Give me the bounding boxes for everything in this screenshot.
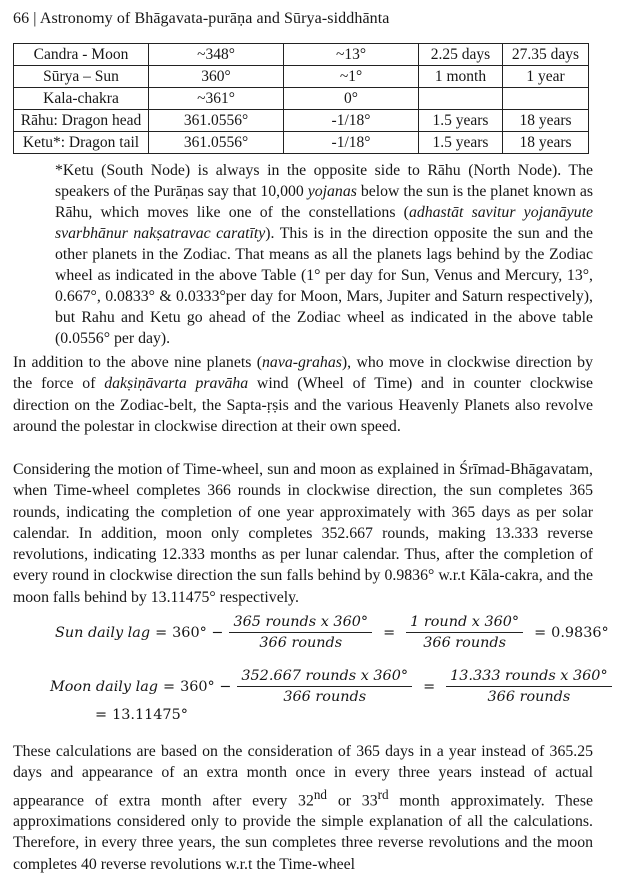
table-cell [503, 88, 589, 110]
table-cell: 2.25 days [419, 44, 503, 66]
table-cell: 0° [284, 88, 419, 110]
table-row [14, 132, 589, 154]
equation-base: 360° − [180, 678, 232, 695]
table-cell: 27.35 days [503, 44, 589, 66]
table-cell: 1.5 years [419, 110, 503, 132]
table-cell: -1/18° [284, 110, 419, 132]
note-italic: yojanas [307, 183, 357, 200]
equals-sign: = [95, 707, 108, 723]
table-cell: 360° [149, 66, 284, 88]
superscript: nd [313, 786, 327, 802]
note-text: below the sun is the planet known as Rāhu, which moves like one of the constellations ( [55, 183, 593, 221]
equation-moon-result [90, 707, 188, 723]
table-cell: Ketu*: Dragon tail [14, 132, 149, 154]
fraction [406, 614, 523, 651]
table-cell: Rāhu: Dragon head [14, 110, 149, 132]
para-text: ), who move in clockwise direction by the force of [13, 354, 593, 393]
table-cell: 18 years [503, 110, 589, 132]
equals-sign: = [423, 678, 436, 695]
numerator: 13.333 rounds x 360° [446, 668, 612, 687]
denominator: 366 rounds [487, 689, 571, 705]
table-row [14, 110, 589, 132]
equals-sign: = [155, 624, 168, 641]
para-italic: nava-grahas [262, 354, 342, 371]
equation-moon-daily-lag [50, 668, 618, 705]
paragraph-time-wheel: Considering the motion of Time-wheel, sun and moon as explained in Śrīmad-Bhāgavatam, when Time-wheel completes 366 rounds in clockwise direction, the sun completes 365 rounds, indicating the completion of one year approximately with 365 days as per solar calendar. In addition, moon only completes 352.667 rounds, making 13.333 reverse revolutions, indicating 12.333 months as per lunar calendar. Thus, after the completion of every round in clockwise direction the sun falls behind by 0.9836° w.r.t Kāla-cakra, and the moon falls behind by 13.11475° respectively. [13, 461, 593, 606]
table-cell: ~361° [149, 88, 284, 110]
equation-result: 13.11475° [112, 707, 188, 723]
para-italic: dakṣiṇāvarta pravāha [104, 375, 249, 393]
equation-sun-daily-lag [55, 614, 609, 651]
fraction [229, 614, 372, 651]
fraction [237, 668, 412, 705]
table-row [14, 44, 589, 66]
equals-sign: = [163, 678, 176, 695]
equals-sign: = [534, 624, 547, 641]
table-cell: 1 month [419, 66, 503, 88]
denominator: 366 rounds [259, 635, 343, 651]
table-cell [419, 88, 503, 110]
table-cell: ~348° [149, 44, 284, 66]
ketu-footnote [55, 160, 593, 349]
para-text: or 33 [327, 791, 378, 809]
paragraph-nava-grahas [13, 352, 593, 437]
denominator: 366 rounds [283, 689, 367, 705]
paragraph-approximations [13, 741, 593, 875]
denominator: 366 rounds [423, 635, 506, 651]
equals-sign: = [383, 624, 396, 641]
equation-result: 0.9836° [551, 624, 609, 641]
page-header: 66 | Astronomy of Bhāgavata-purāṇa and Sūrya-siddhānta [13, 10, 390, 27]
para-text: month approximately. These approximations considered only to provide the simple explanation of all the calculations. Therefore, in every three years, the sun completes three reverse revolutions and the moon completes 40 reverse revolutions w.r.t the Time-wheel [13, 791, 593, 873]
para-text: In addition to the above nine planets ( [13, 354, 263, 371]
table-cell: ~1° [284, 66, 419, 88]
numerator: 365 rounds x 360° [229, 614, 372, 633]
note-text: ). This is in the direction opposite the sun and the other planets in the Zodiac. That means as all the planets lags behind by the Zodiac wheel as indicated in the above Table (1° per day for Sun, Venus and Mercury, 13°, 0.667°, 0.0833° & 0.0333°per day for Moon, Mars, Jupiter and Saturn respectively), but Rahu and Ketu go ahead of the Zodiac wheel as indicated in the above table (0.0556° per day). [55, 225, 593, 347]
note-text: *Ketu (South Node) is always in the opposite side to Rāhu (North Node). The speakers of the Purāṇas say that 10,000 [55, 162, 593, 200]
equation-base: 360° − [172, 624, 224, 641]
para-text: wind (Wheel of Time) and in counter clockwise direction on the Zodiac-belt, the Sapta-ṛṣis and the various Heavenly Planets also revolve around the polestar in clockwise direction at their own speed. [13, 375, 593, 435]
note-italic: adhastāt savitur yojanāyute svarbhānur nakṣatravac caratīty [55, 204, 593, 242]
table-row [14, 88, 589, 110]
table-cell: 361.0556° [149, 110, 284, 132]
table-cell: -1/18° [284, 132, 419, 154]
table-cell: Candra - Moon [14, 44, 149, 66]
para-text: These calculations are based on the consideration of 365 days in a year instead of 365.25 days and appearance of an extra month once in every three years instead of actual appearance of extra month after every 32 [13, 743, 593, 809]
table-cell: Sūrya – Sun [14, 66, 149, 88]
table-cell: Kala-chakra [14, 88, 149, 110]
equation-label: Moon daily lag [50, 678, 159, 695]
numerator: 352.667 rounds x 360° [237, 668, 412, 687]
table-cell: 361.0556° [149, 132, 284, 154]
table-cell: ~13° [284, 44, 419, 66]
table-cell: 1.5 years [419, 132, 503, 154]
table-row [14, 66, 589, 88]
planet-motion-table [13, 43, 589, 154]
table-cell: 1 year [503, 66, 589, 88]
superscript: rd [377, 786, 389, 802]
fraction [446, 668, 612, 705]
numerator: 1 round x 360° [406, 614, 523, 633]
equation-label: Sun daily lag [55, 624, 151, 641]
table-cell: 18 years [503, 132, 589, 154]
